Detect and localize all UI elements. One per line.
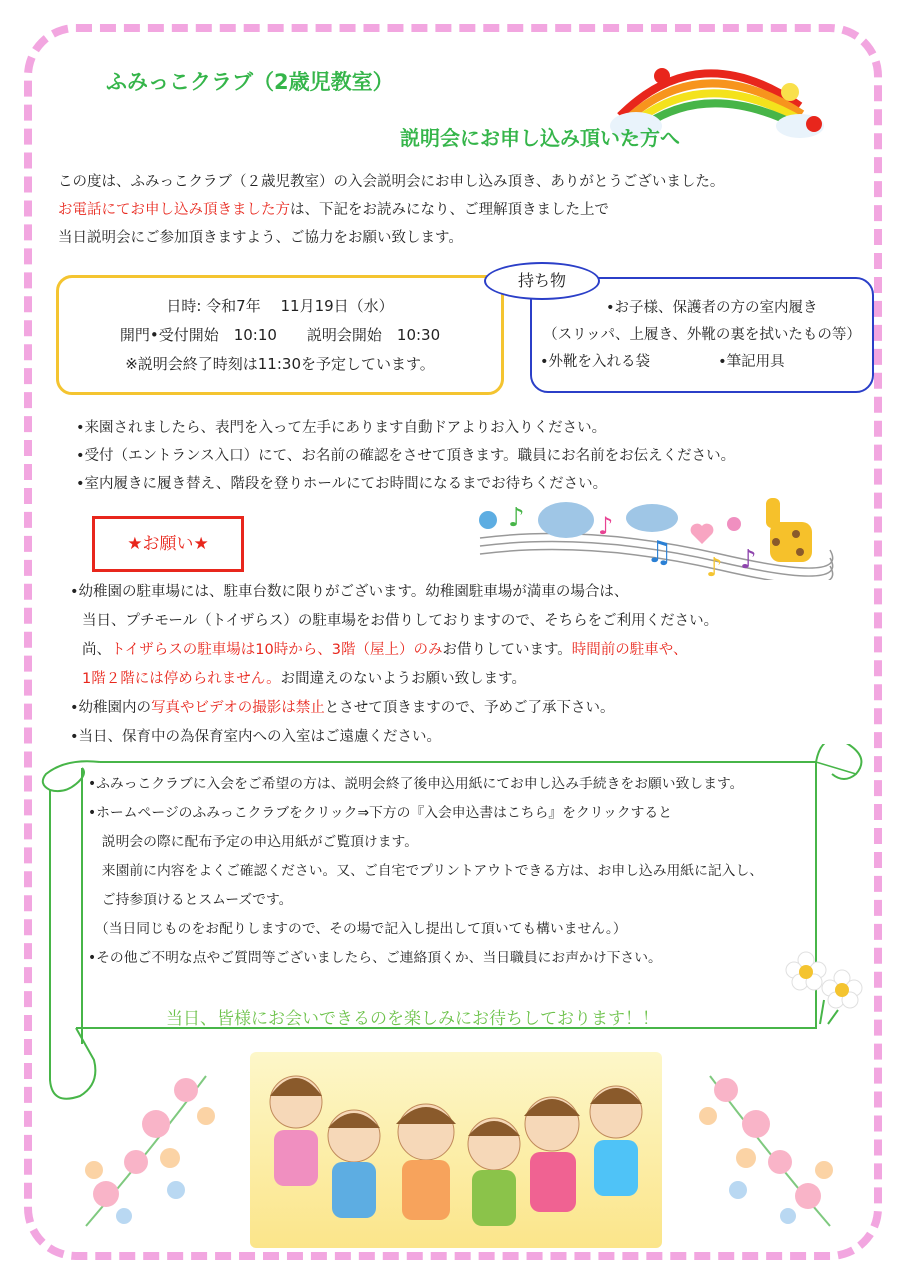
request-text: •幼稚園内の	[70, 700, 152, 716]
belongings-line: （スリッパ、上履き、外靴の裏を拭いたもの等）	[543, 327, 861, 343]
intro-line-rest: は、下記をお読みになり、ご理解頂きました上で	[290, 202, 609, 218]
scroll-line: （当日同じものをお配りしますので、その場で記入し提出して頂いても構いません。）	[88, 921, 627, 937]
svg-text:♪: ♪	[706, 553, 723, 580]
flower-spray-left	[66, 1066, 226, 1236]
scroll-line: 説明会の際に配布予定の申込用紙がご覧頂けます。	[88, 834, 419, 850]
svg-text:♫: ♫	[646, 535, 673, 570]
request-line: •当日、保育中の為保育室内への入室はご遠慮ください。	[70, 729, 442, 745]
request-highlight: 写真やビデオの撮影は禁止	[151, 700, 325, 716]
request-line: 当日、プチモール（トイザらス）の駐車場をお借りしておりますので、そちらをご利用ください。	[82, 613, 719, 629]
scroll-line: 来園前に内容をよくご確認ください。又、ご自宅でプリントアウトできる方は、お申し込み用紙に記入し、	[88, 863, 764, 879]
closing-message: 当日、皆様にお会いできるのを楽しみにお待ちしております！！	[166, 1009, 659, 1029]
scroll-line: ご持参頂けるとスムーズです。	[88, 892, 293, 908]
schedule-times: 開門•受付開始 10:10 説明会開始 10:30	[119, 326, 441, 344]
scroll-line: •その他ご不明な点やご質問等ございましたら、ご連絡頂くか、当日職員にお声かけ下さい。	[88, 950, 662, 966]
request-text: 尚、	[82, 642, 111, 658]
guide-item: •室内履きに履き替え、階段を登りホールにてお時間になるまでお待ちください。	[76, 476, 608, 492]
schedule-note: ※説明会終了時刻は11:30を予定しています。	[125, 355, 435, 373]
intro-line: この度は、ふみっこクラブ（２歳児教室）の入会説明会にお申し込み頂き、ありがとうございました。	[58, 174, 725, 190]
request-line	[70, 665, 718, 694]
request-line	[70, 694, 718, 723]
belongings-item: •外靴を入れる袋	[540, 354, 651, 370]
scroll-line: •ホームページのふみっこクラブをクリック⇒下方の『入会申込書はこちら』をクリックすると	[88, 805, 672, 821]
svg-text:♪: ♪	[598, 512, 614, 540]
belongings-item: •筆記用具	[718, 354, 785, 370]
intro-line	[58, 196, 724, 224]
request-text: お借りしています。	[442, 642, 572, 658]
children-illustration	[250, 1052, 662, 1248]
request-list	[70, 578, 718, 752]
schedule-date: 日時: 令和7年 11月19日（水）	[166, 297, 394, 315]
page-subtitle: 説明会にお申し込み頂いた方へ	[400, 126, 680, 150]
belongings-line: •お子様、保護者の方の室内履き	[606, 300, 818, 316]
guide-list	[76, 414, 735, 498]
request-heading: ★お願い★	[92, 516, 244, 572]
request-line	[70, 636, 718, 665]
intro-line: 当日説明会にご参加頂きますよう、ご協力をお願い致します。	[58, 230, 463, 246]
request-line: •幼稚園の駐車場には、駐車台数に限りがございます。幼稚園駐車場が満車の場合は、	[70, 584, 629, 600]
belongings-line	[532, 349, 872, 376]
guide-item: •来園されましたら、表門を入って左手にあります自動ドアよりお入りください。	[76, 420, 607, 436]
request-highlight: トイザらスの駐車場は10時から、3階（屋上）のみ	[111, 642, 443, 658]
request-highlight: 1階２階には停められません。	[82, 671, 281, 687]
svg-text:♪: ♪	[508, 503, 525, 533]
request-text: とさせて頂きますので、予めご了承下さい。	[324, 700, 615, 716]
belongings-title: 持ち物	[484, 262, 600, 300]
request-highlight: 時間前の駐車や、	[571, 642, 688, 658]
schedule-box	[56, 275, 504, 395]
page-title: ふみっこクラブ（2歳児教室）	[106, 70, 394, 94]
guide-item: •受付（エントランス入口）にて、お名前の確認をさせて頂きます。職員にお名前をお伝えください。	[76, 448, 736, 464]
intro-text	[58, 168, 724, 252]
scroll-line: •ふみっこクラブに入会をご希望の方は、説明会終了後申込用紙にてお申し込み手続きをお願い致します。	[88, 776, 744, 792]
flower-spray-right	[690, 1066, 850, 1236]
svg-text:♪: ♪	[740, 545, 757, 575]
scroll-text	[88, 770, 763, 973]
intro-highlight: お電話にてお申し込み頂きました方	[58, 202, 290, 218]
children-drawing	[250, 1052, 662, 1248]
request-text: お間違えのないようお願い致します。	[280, 671, 526, 687]
animals-music-illustration	[470, 494, 840, 580]
daisy-flowers-illustration	[780, 944, 870, 1026]
